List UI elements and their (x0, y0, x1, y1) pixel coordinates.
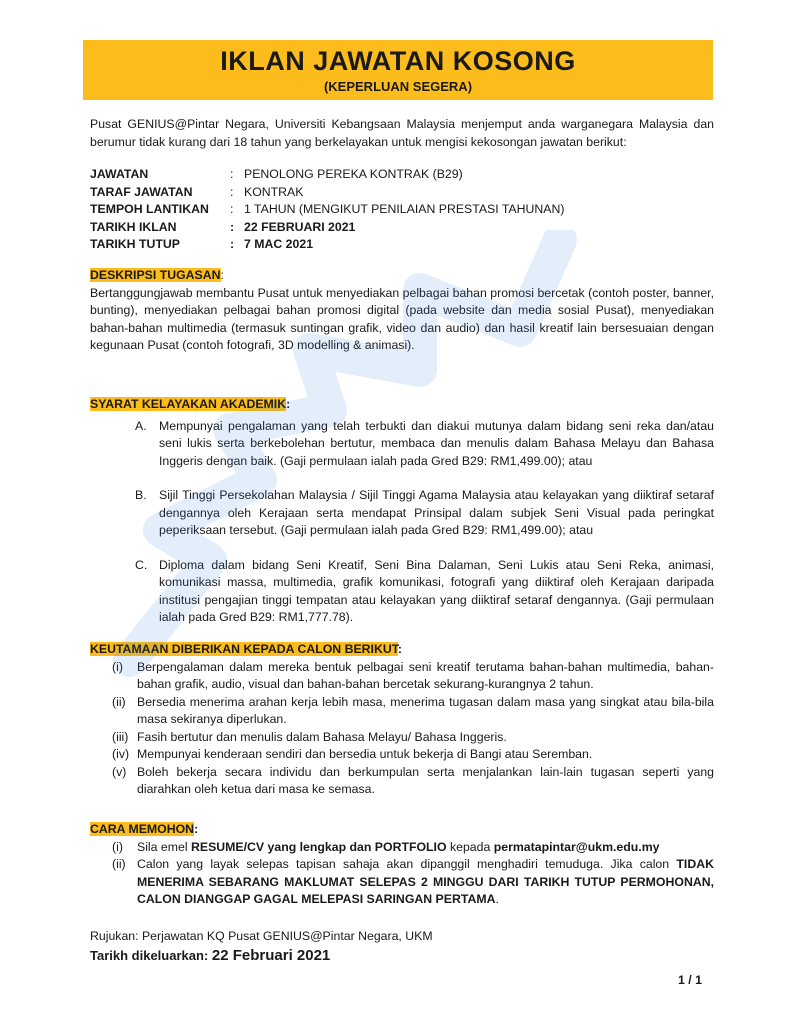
application-list (90, 839, 714, 909)
page-number: 1 / 1 (678, 973, 702, 987)
preference-list (90, 659, 714, 799)
email-link[interactable]: permatapintar@ukm.edu.my (493, 839, 660, 854)
info-separator: : (230, 219, 235, 234)
list-item-text: Sijil Tinggi Persekolahan Malaysia / Sijil Tinggi Agama Malaysia atau kelayakan yang diiktiraf setaraf dengannya oleh Kerajaan serta mendapat Prinsipal dalam subjek Seni Visual pada peringkat peperiksaan tersebut. (Gaji permulaan ialah pada Gred B29: RM1,499.00); atau (159, 488, 714, 537)
issue-date-label: Tarikh dikeluarkan: (90, 948, 209, 963)
list-marker: A. (135, 418, 147, 433)
info-value: 7 MAC 2021 (244, 237, 314, 251)
list-marker: C. (135, 557, 148, 572)
job-info-table (90, 166, 714, 254)
section-syarat (90, 396, 714, 627)
info-value: PENOLONG PEREKA KONTRAK (B29) (244, 167, 463, 181)
list-item-text: Mempunyai pengalaman yang telah terbukti dan diakui mutunya dalam bidang seni reka dan/atau seni lukis serta berkebolehan bertutur, membaca dan menulis dalam Bahasa Melayu dan Bahasa Inggeris dengan baik. (Gaji permulaan ialah pada Gred B29: RM1,499.00); atau (159, 418, 714, 468)
heading-highlight: CARA MEMOHON (90, 822, 195, 836)
list-item-text (137, 856, 714, 909)
info-separator: : (230, 167, 234, 181)
section-heading (90, 396, 714, 414)
info-label: TARAF JAWATAN (90, 184, 193, 199)
section-deskripsi (90, 267, 714, 355)
info-value: KONTRAK (244, 184, 304, 199)
list-item (135, 487, 714, 540)
info-row-tarikh-tutup (90, 236, 714, 254)
page-subtitle: (KEPERLUAN SEGERA) (323, 79, 473, 94)
issue-date (90, 947, 714, 965)
list-item-text (137, 839, 714, 857)
section-heading (90, 267, 714, 285)
info-row-taraf (90, 184, 714, 202)
text-segment: . (495, 892, 499, 906)
info-label: TARIKH IKLAN (90, 219, 177, 234)
info-value: 1 TAHUN (MENGIKUT PENILAIAN PRESTASI TAHUNAN) (244, 202, 565, 216)
list-item (112, 764, 714, 799)
section-keutamaan (90, 641, 714, 799)
list-marker: B. (135, 488, 147, 502)
list-marker: (i) (112, 659, 123, 674)
heading-colon: : (220, 268, 224, 282)
section-heading (90, 821, 714, 839)
heading-colon: : (397, 642, 402, 656)
info-label: TARIKH TUTUP (90, 237, 180, 251)
text-segment-bold: RESUME/CV yang lengkap dan PORTFOLIO (191, 839, 447, 854)
text-segment: Sila emel (137, 839, 191, 854)
list-marker: (ii) (112, 694, 126, 709)
list-item-text: Berpengalaman dalam mereka bentuk pelbagai seni kreatif terutama bahan-bahan multimedia, bahan-bahan grafik, audio, visual dan bahan-bahan bercetak sekurang-kurangnya 2 tahun. (137, 659, 714, 691)
list-item-text: Mempunyai kenderaan sendiri dan bersedia untuk bekerja di Bangi atau Seremban. (137, 747, 593, 761)
section-cara-memohon (90, 821, 714, 909)
heading-highlight: DESKRIPSI TUGASAN (90, 268, 221, 282)
heading-highlight: KEUTAMAAN DIBERIKAN KEPADA CALON BERIKUT (90, 642, 398, 656)
section-body: Bertanggungjawab membantu Pusat untuk menyediakan pelbagai bahan promosi bercetak (contoh poster, banner, bunting), menyediakan pelbagai bahan promosi digital (pada website dan media sosial Pusat), menyediakan bahan-bahan multimedia (termasuk suntingan grafik, video dan audio) dan hasil kreatif lain bersesuaian dengan kegunaan Pusat (contoh fotografi, 3D modelling & animasi). (90, 285, 714, 352)
list-marker: (iv) (112, 747, 130, 761)
list-marker: (i) (112, 839, 123, 854)
info-label: JAWATAN (90, 167, 149, 181)
info-row-tempoh (90, 201, 714, 219)
list-item-text: Fasih bertutur dan menulis dalam Bahasa Melayu/ Bahasa Inggeris. (137, 729, 507, 744)
list-marker: (ii) (112, 857, 126, 871)
list-item (112, 746, 714, 764)
info-row-jawatan (90, 166, 714, 184)
list-item (135, 557, 714, 627)
text-segment: Calon yang layak selepas tapisan sahaja akan dipanggil menghadiri temuduga. Jika calon (137, 857, 677, 871)
qualification-list (90, 418, 714, 627)
text-segment-bold: TIDAK MENERIMA SEBARANG MAKLUMAT SELEPAS 2 MINGGU DARI TARIKH TUTUP PERMOHONAN, CALON DIANGGAP GAGAL MELEPASI SARINGAN PERTAMA (137, 857, 714, 906)
list-item-text: Diploma dalam bidang Seni Kreatif, Seni Bina Dalaman, Seni Lukis atau Seni Reka, animasi, komunikasi massa, multimedia, grafik komunikasi, fotografi yang diiktiraf oleh Kerajaan daripada institusi pengajian tinggi tempatan atau kelayakan yang diiktiraf setaraf dengannya. (Gaji permulaan ialah pada Gred B29: RM1,777.78). (159, 557, 714, 624)
heading-highlight: SYARAT KELAYAKAN AKADEMIK (90, 397, 287, 411)
list-item (112, 694, 714, 729)
info-separator: : (230, 184, 234, 199)
info-row-tarikh-iklan (90, 219, 714, 237)
list-item (135, 418, 714, 471)
section-heading (90, 641, 714, 659)
list-marker: (v) (112, 764, 127, 779)
list-item (112, 729, 714, 747)
list-item-text: Bersedia menerima arahan kerja lebih masa, menerima tugasan dalam masa yang singkat atau bila-bila masa sekiranya diperlukan. (137, 694, 714, 726)
list-item (112, 856, 714, 909)
intro-paragraph: Pusat GENIUS@Pintar Negara, Universiti Kebangsaan Malaysia menjemput anda warganegara Malaysia dan berumur tidak kurang dari 18 tahun yang berkelayakan untuk mengisi kekosongan jawatan berikut: (90, 117, 714, 149)
list-item-text: Boleh bekerja secara individu dan berkumpulan serta menjalankan lain-lain tugasan seperti yang diarahkan oleh ketua dari masa ke semasa. (137, 764, 714, 796)
heading-colon: : (286, 397, 291, 411)
info-label: TEMPOH LANTIKAN (90, 202, 209, 216)
reference-line: Rujukan: Perjawatan KQ Pusat GENIUS@Pintar Negara, UKM (90, 929, 433, 943)
list-marker: (iii) (112, 729, 129, 744)
list-item (112, 839, 714, 857)
heading-colon: : (194, 822, 199, 836)
list-item (112, 659, 714, 694)
issue-date-value: 22 Februari 2021 (211, 947, 331, 964)
info-value: 22 FEBRUARI 2021 (244, 219, 356, 234)
page-title: IKLAN JAWATAN KOSONG (220, 46, 576, 76)
info-separator: : (230, 237, 235, 251)
info-separator: : (230, 202, 234, 216)
text-segment: kepada (446, 839, 494, 854)
header-banner (83, 40, 713, 100)
